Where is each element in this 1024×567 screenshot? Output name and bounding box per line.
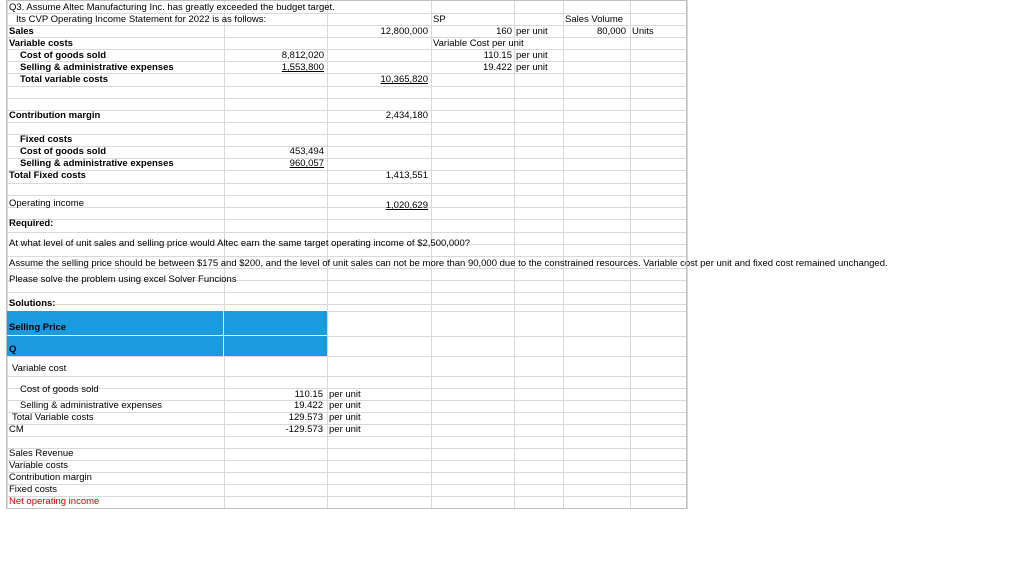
- variable-cost-per-unit-label: Variable Cost per unit: [433, 38, 524, 49]
- vc2-per-unit: per unit: [516, 62, 548, 73]
- sga-value[interactable]: 1,553,800: [281, 62, 324, 73]
- sol-variable-costs-label: Variable costs: [9, 460, 68, 471]
- required-line-3: Please solve the problem using excel Solver Funcions: [9, 274, 237, 285]
- sga-label: Selling & administrative expenses: [20, 62, 174, 73]
- sp-per-unit: per unit: [516, 26, 548, 37]
- fixed-cogs-value[interactable]: 453,494: [289, 146, 324, 157]
- sheet-frame: [6, 0, 687, 509]
- grid-vline: [687, 0, 688, 509]
- vc1-per-unit: per unit: [516, 50, 548, 61]
- solution-v4-per-unit: per unit: [329, 424, 361, 435]
- total-fixed-label: Total Fixed costs: [9, 170, 86, 181]
- solution-v2-per-unit: per unit: [329, 400, 361, 411]
- solution-total-var-label: Total Variable costs: [12, 412, 94, 423]
- solution-cogs-label: Cost of goods sold: [20, 384, 99, 395]
- solution-v4[interactable]: -129.573: [285, 424, 323, 435]
- sol-contribution-margin-label: Contribution margin: [9, 472, 92, 483]
- solution-v1-per-unit: per unit: [329, 389, 361, 400]
- cogs-value[interactable]: 8,812,020: [281, 50, 324, 61]
- total-var-value[interactable]: 10,365,820: [380, 74, 428, 85]
- question-subtitle: Its CVP Operating Income Statement for 2022 is as follows:: [16, 14, 267, 25]
- solution-v3[interactable]: 129.573: [288, 412, 323, 423]
- required-line-1: At what level of unit sales and selling price would Altec earn the same target operating income of $2,500,000?: [9, 238, 471, 249]
- required-label: Required:: [9, 218, 54, 229]
- cogs-label: Cost of goods sold: [20, 50, 107, 61]
- solution-v3-per-unit: per unit: [329, 412, 361, 423]
- solution-v1[interactable]: 110.15: [294, 389, 323, 400]
- sol-fixed-costs-label: Fixed costs: [9, 484, 58, 495]
- fixed-cogs-label: Cost of goods sold: [20, 146, 107, 157]
- vc2-value[interactable]: 19.422: [482, 62, 512, 73]
- fixed-costs-label: Fixed costs: [20, 134, 73, 145]
- cm-label: Contribution margin: [9, 110, 101, 121]
- op-income-label: Operating income: [9, 198, 84, 209]
- variable-costs-label: Variable costs: [9, 38, 73, 49]
- q-label: Q: [9, 344, 17, 355]
- total-var-label: Total variable costs: [20, 74, 108, 85]
- total-fixed-value[interactable]: 1,413,551: [385, 170, 428, 181]
- cm-value[interactable]: 2,434,180: [385, 110, 428, 121]
- sales-revenue-label: Sales Revenue: [9, 448, 74, 459]
- solution-sga-label: Selling & administrative expenses: [20, 400, 163, 411]
- sp-value[interactable]: 160: [496, 26, 512, 37]
- units-label: Units: [632, 26, 654, 37]
- question-title: Q3. Assume Altec Manufacturing Inc. has greatly exceeded the budget target.: [9, 2, 335, 13]
- variable-cost-label: Variable cost: [12, 363, 67, 374]
- op-income-value[interactable]: 1,020,629: [385, 200, 428, 211]
- fixed-sga-value[interactable]: 960,057: [289, 158, 324, 169]
- sales-value[interactable]: 12,800,000: [380, 26, 428, 37]
- fixed-sga-label: Selling & administrative expenses: [20, 158, 174, 169]
- required-line-2: Assume the selling price should be between $175 and $200, and the level of unit sales can not be more than 90,000 due to the constrained resources. Variable cost per unit and fixed cost remained unchanged.: [9, 258, 888, 269]
- net-operating-income-label: Net operating income: [9, 496, 100, 507]
- solution-cm-label: CM: [9, 424, 24, 435]
- selling-price-label: Selling Price: [9, 322, 67, 333]
- solution-v2[interactable]: 19.422: [293, 400, 323, 411]
- sales-label: Sales: [9, 26, 34, 37]
- vc1-value[interactable]: 110.15: [483, 50, 512, 61]
- sp-label: SP: [433, 14, 446, 25]
- sales-volume-value[interactable]: 80,000: [596, 26, 626, 37]
- sales-volume-label: Sales Volume: [565, 14, 624, 25]
- solutions-label: Solutions:: [9, 298, 56, 309]
